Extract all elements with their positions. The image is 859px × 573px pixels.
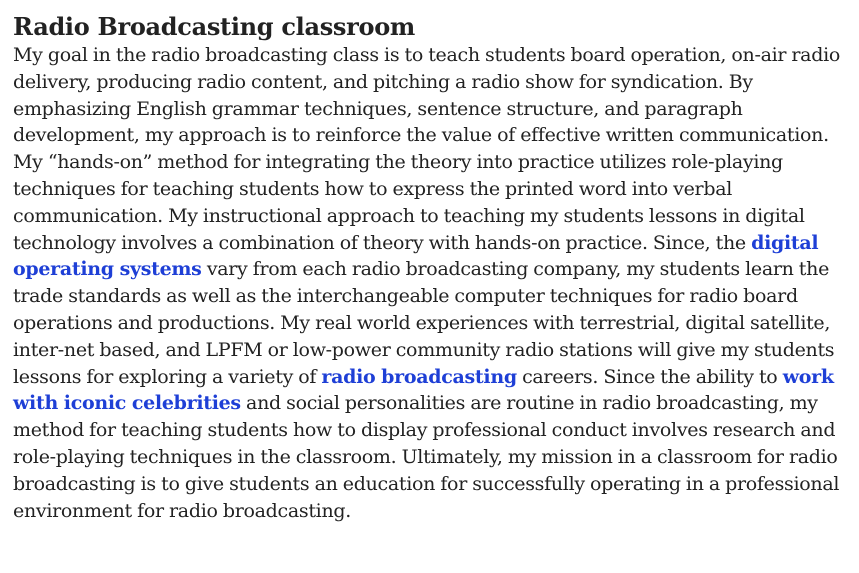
paragraph-text-4: and social personalities are routine in radio broadcasting, my method for teaching students how to display professional conduct involves research and role-playing techniques in the classroom. Ultimately, my mission in a classroom for radio broadcasting is to give students an education for successfully operating in a professional environment for radio broadcasting. [13, 392, 840, 522]
link-work-with-iconic-celebrities[interactable]: work with iconic celebrities [13, 365, 834, 415]
document-page [13, 12, 848, 524]
paragraph-text-1: My goal in the radio broadcasting class is to teach students board operation, on-air radio delivery, producing radio content, and pitching a radio show for syndication. By emphasizing English grammar techniques, sentence structure, and paragraph development, my approach is to reinforce the value of effective written communication. My “hands-on” method for integrating the theory into practice utilizes role-playing techniques for teaching students how to express the printed word into verbal communication. My instructional approach to teaching my students lessons in digital technology involves a combination of theory with hands-on practice. Since, the [13, 44, 840, 254]
body-paragraph [13, 42, 848, 524]
paragraph-text-3: careers. Since the ability to [516, 365, 783, 388]
link-radio-broadcasting[interactable]: radio broadcasting [321, 365, 517, 388]
paragraph-text-2: vary from each radio broadcasting company, my students learn the trade standards as well as the interchangeable computer techniques for radio board operations and productions. My real world experiences with terrestrial, digital satellite, inter-net based, and LPFM or low-power community radio stations will give my students lessons for exploring a variety of [13, 258, 835, 388]
page-title: Radio Broadcasting classroom [13, 12, 416, 41]
link-digital-operating-systems[interactable]: digital operating systems [13, 231, 819, 281]
